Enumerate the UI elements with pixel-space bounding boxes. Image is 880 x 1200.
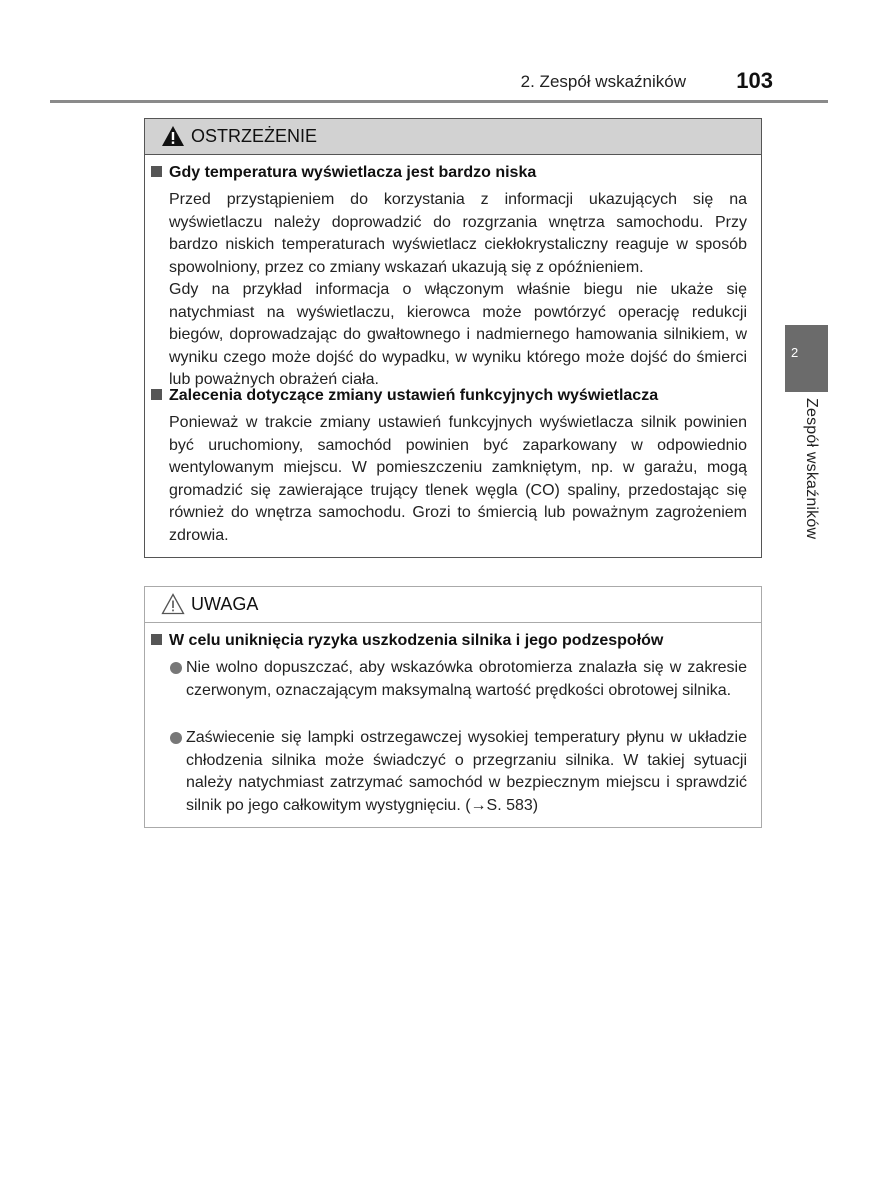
chapter-tab (785, 325, 828, 392)
round-bullet-icon (170, 732, 182, 744)
square-bullet-icon (151, 166, 162, 177)
page-number: 103 (736, 68, 773, 93)
notice-box-header (145, 587, 761, 623)
warning-section-heading: Zalecenia dotyczące zmiany ustawień funkcyjnych wyświetlacza (151, 387, 658, 405)
warning-box-title: OSTRZEŻENIE (191, 126, 318, 146)
warning-paragraph: Ponieważ w trakcie zmiany ustawień funkcyjnych wyświetlacza silnik powinien być uruchomiony, samochód powinien być zaparkowany w odpowiednio wentylowanym miejscu. W pomieszczeniu zamkniętym, np. w garażu, mogą gromadzić się zawierające trujący tlenek węgla (CO) spaliny, przedostając się również do wnętrza samochodu. Grozi to śmiercią lub poważnym zagrożeniem zdrowia. (169, 414, 747, 544)
warning-triangle-filled-icon (161, 125, 185, 147)
notice-section-heading: W celu uniknięcia ryzyka uszkodzenia silnika i jego podzespołów (151, 632, 663, 650)
warning-paragraph: Przed przystąpieniem do korzystania z informacji ukazujących się na wyświetlaczu należy doprowadzić do rozgrzania wnętrza samochodu. Przy bardzo niskich temperaturach wyświetlacz ciekłokrystaliczny reaguje w sposób spowolniony, przez co zmiany wskazań ukazują się z opóźnieniem. (169, 191, 747, 276)
warning-paragraph: Gdy na przykład informacja o włączonym właśnie biegu nie ukaże się natychmiast na wyświetlaczu, kierowca może powtórzyć operację redukcji biegów, doprowadzając do gwałtownego i nadmiernego hamowania silnikiem, w wyniku czego może dojść do wypadku, w wyniku którego może dojść do śmierci lub poważnych obrażeń ciała. (169, 281, 747, 389)
warning-triangle-outline-icon (161, 593, 185, 615)
notice-bullet-item: Nie wolno dopuszczać, aby wskazówka obrotomierza znalazła się w zakresie czerwonym, oznaczającym maksymalną wartość prędkości obrotowej silnika. (169, 657, 747, 702)
warning-box-header (145, 119, 761, 155)
warning-box (144, 118, 762, 558)
square-bullet-icon (151, 634, 162, 645)
warning-section-heading: Gdy temperatura wyświetlacza jest bardzo niska (151, 164, 536, 182)
square-bullet-icon (151, 389, 162, 400)
notice-box-title: UWAGA (191, 594, 259, 614)
chapter-tab-number: 2 (791, 345, 799, 360)
running-header-section-title: 2. Zespół wskaźników (520, 72, 686, 91)
round-bullet-icon (170, 662, 182, 674)
chapter-side-label: Zespół wskaźników (803, 398, 820, 540)
notice-bullet-item: Zaświecenie się lampki ostrzegawczej wysokiej temperatury płynu w układzie chłodzenia silnika może świadczyć o przegrzaniu silnika. W takiej sytuacji należy natychmiast zatrzymać samochód w bezpiecznym miejscu i sprawdzić silnik po jego całkowitym wystygnięciu. (→S. 583) (169, 727, 747, 817)
header-divider (50, 100, 828, 103)
notice-box (144, 586, 762, 828)
